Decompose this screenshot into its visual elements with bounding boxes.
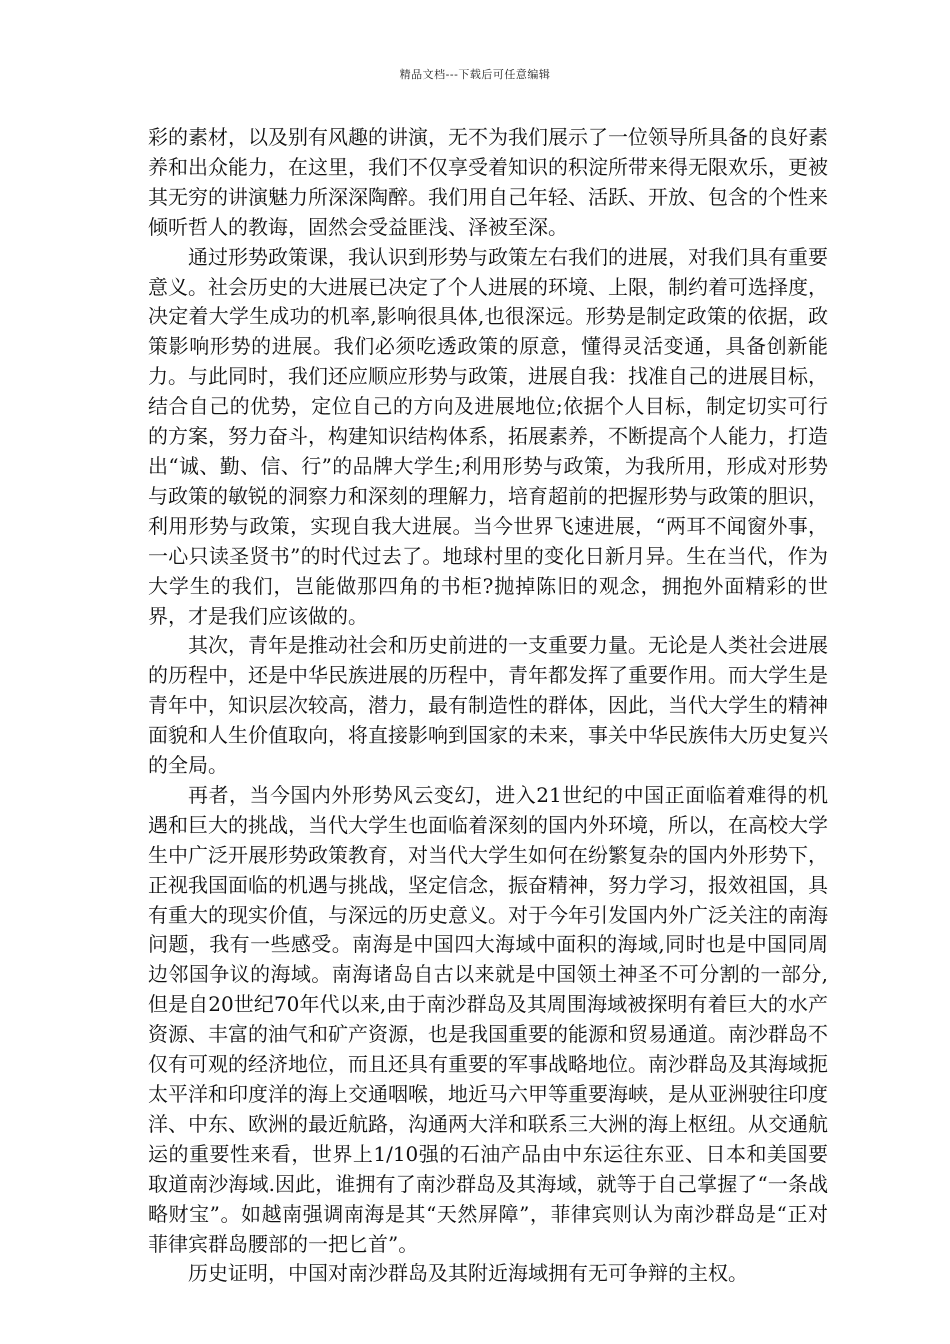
paragraph-5: 历史证明，中国对南沙群岛及其附近海域拥有无可争辩的主权。 xyxy=(188,1261,748,1286)
paragraph-2: 通过形势政策课，我认识到形势与政策左右我们的进展，对我们具有重要意义。社会历史的大进展已决定了个人进展的环境、上限，制约着可选择度，决定着大学生成功的机率,影响很具体,也很深远。形势是制定政策的依据，政策影响形势的进展。我们必须吃透政策的原意，懂得灵活变通，具备创新能力。与此同时，我们还应顺应形势与政策，进展自我：找准自己的进展目标，结合自己的优势，定位自己的方向及进展地位;依据个人目标，制定切实可行的方案，努力奋斗，构建知识结构体系，拓展素养，不断提高个人能力，打造出“诚、勤、信、行”的品牌大学生;利用形势与政策，为我所用，形成对形势与政策的敏锐的洞察力和深刻的理解力，培育超前的把握形势与政策的胆识，利用形势与政策，实现自我大进展。当今世界飞速进展，“两耳不闻窗外事，一心只读圣贤书”的时代过去了。地球村里的变化日新月异。生在当代，作为大学生的我们，岂能做那四角的书柜?抛掉陈旧的观念，拥抱外面精彩的世界，才是我们应该做的。 xyxy=(148,244,828,628)
paragraph-1: 彩的素材，以及别有风趣的讲演，无不为我们展示了一位领导所具备的良好素养和出众能力，在这里，我们不仅享受着知识的积淀所带来得无限欢乐，更被其无穷的讲演魅力所深深陶醉。我们用自己年轻、活跃、开放、包含的个性来倾听哲人的教诲，固然会受益匪浅、泽被至深。 xyxy=(148,125,828,239)
paragraph-4: 再者，当今国内外形势风云变幻，进入21世纪的中国正面临着难得的机遇和巨大的挑战，当代大学生也面临着深刻的国内外环境，所以，在高校大学生中广泛开展形势政策教育，对当代大学生如何在纷繁复杂的国内外形势下，正视我国面临的机遇与挑战，坚定信念，振奋精神，努力学习，报效祖国，具有重大的现实价值，与深远的历史意义。对于今年引发国内外广泛关注的南海问题，我有一些感受。南海是中国四大海域中面积的海域,同时也是中国同周边邻国争议的海域。南海诸岛自古以来就是中国领土神圣不可分割的一部分,但是自20世纪70年代以来,由于南沙群岛及其周围海域被探明有着巨大的水产资源、丰富的油气和矿产资源，也是我国重要的能源和贸易通道。南沙群岛不仅有可观的经济地位，而且还具有重要的军事战略地位。南沙群岛及其海域扼太平洋和印度洋的海上交通咽喉，地近马六甲等重要海峡，是从亚洲驶往印度洋、中东、欧洲的最近航路，沟通两大洋和联系三大洲的海上枢纽。从交通航运的重要性来看，世界上1/10强的石油产品由中东运往东亚、日本和美国要取道南沙海域.因此，谁拥有了南沙群岛及其海域，就等于自己掌握了“一条战略财宝”。如越南强调南海是其“天然屏障”，菲律宾则认为南沙群岛是“正对菲律宾群岛腰部的一把匕首”。 xyxy=(148,782,828,1256)
document-body xyxy=(148,123,828,1289)
page-header: 精品文档---下载后可任意编辑 xyxy=(399,68,551,81)
paragraph-3: 其次，青年是推动社会和历史前进的一支重要力量。无论是人类社会进展的历程中，还是中华民族进展的历程中，青年都发挥了重要作用。而大学生是青年中，知识层次较高，潜力，最有制造性的群体，因此，当代大学生的精神面貌和人生价值取向，将直接影响到国家的未来，事关中华民族伟大历史复兴的全局。 xyxy=(148,633,828,778)
